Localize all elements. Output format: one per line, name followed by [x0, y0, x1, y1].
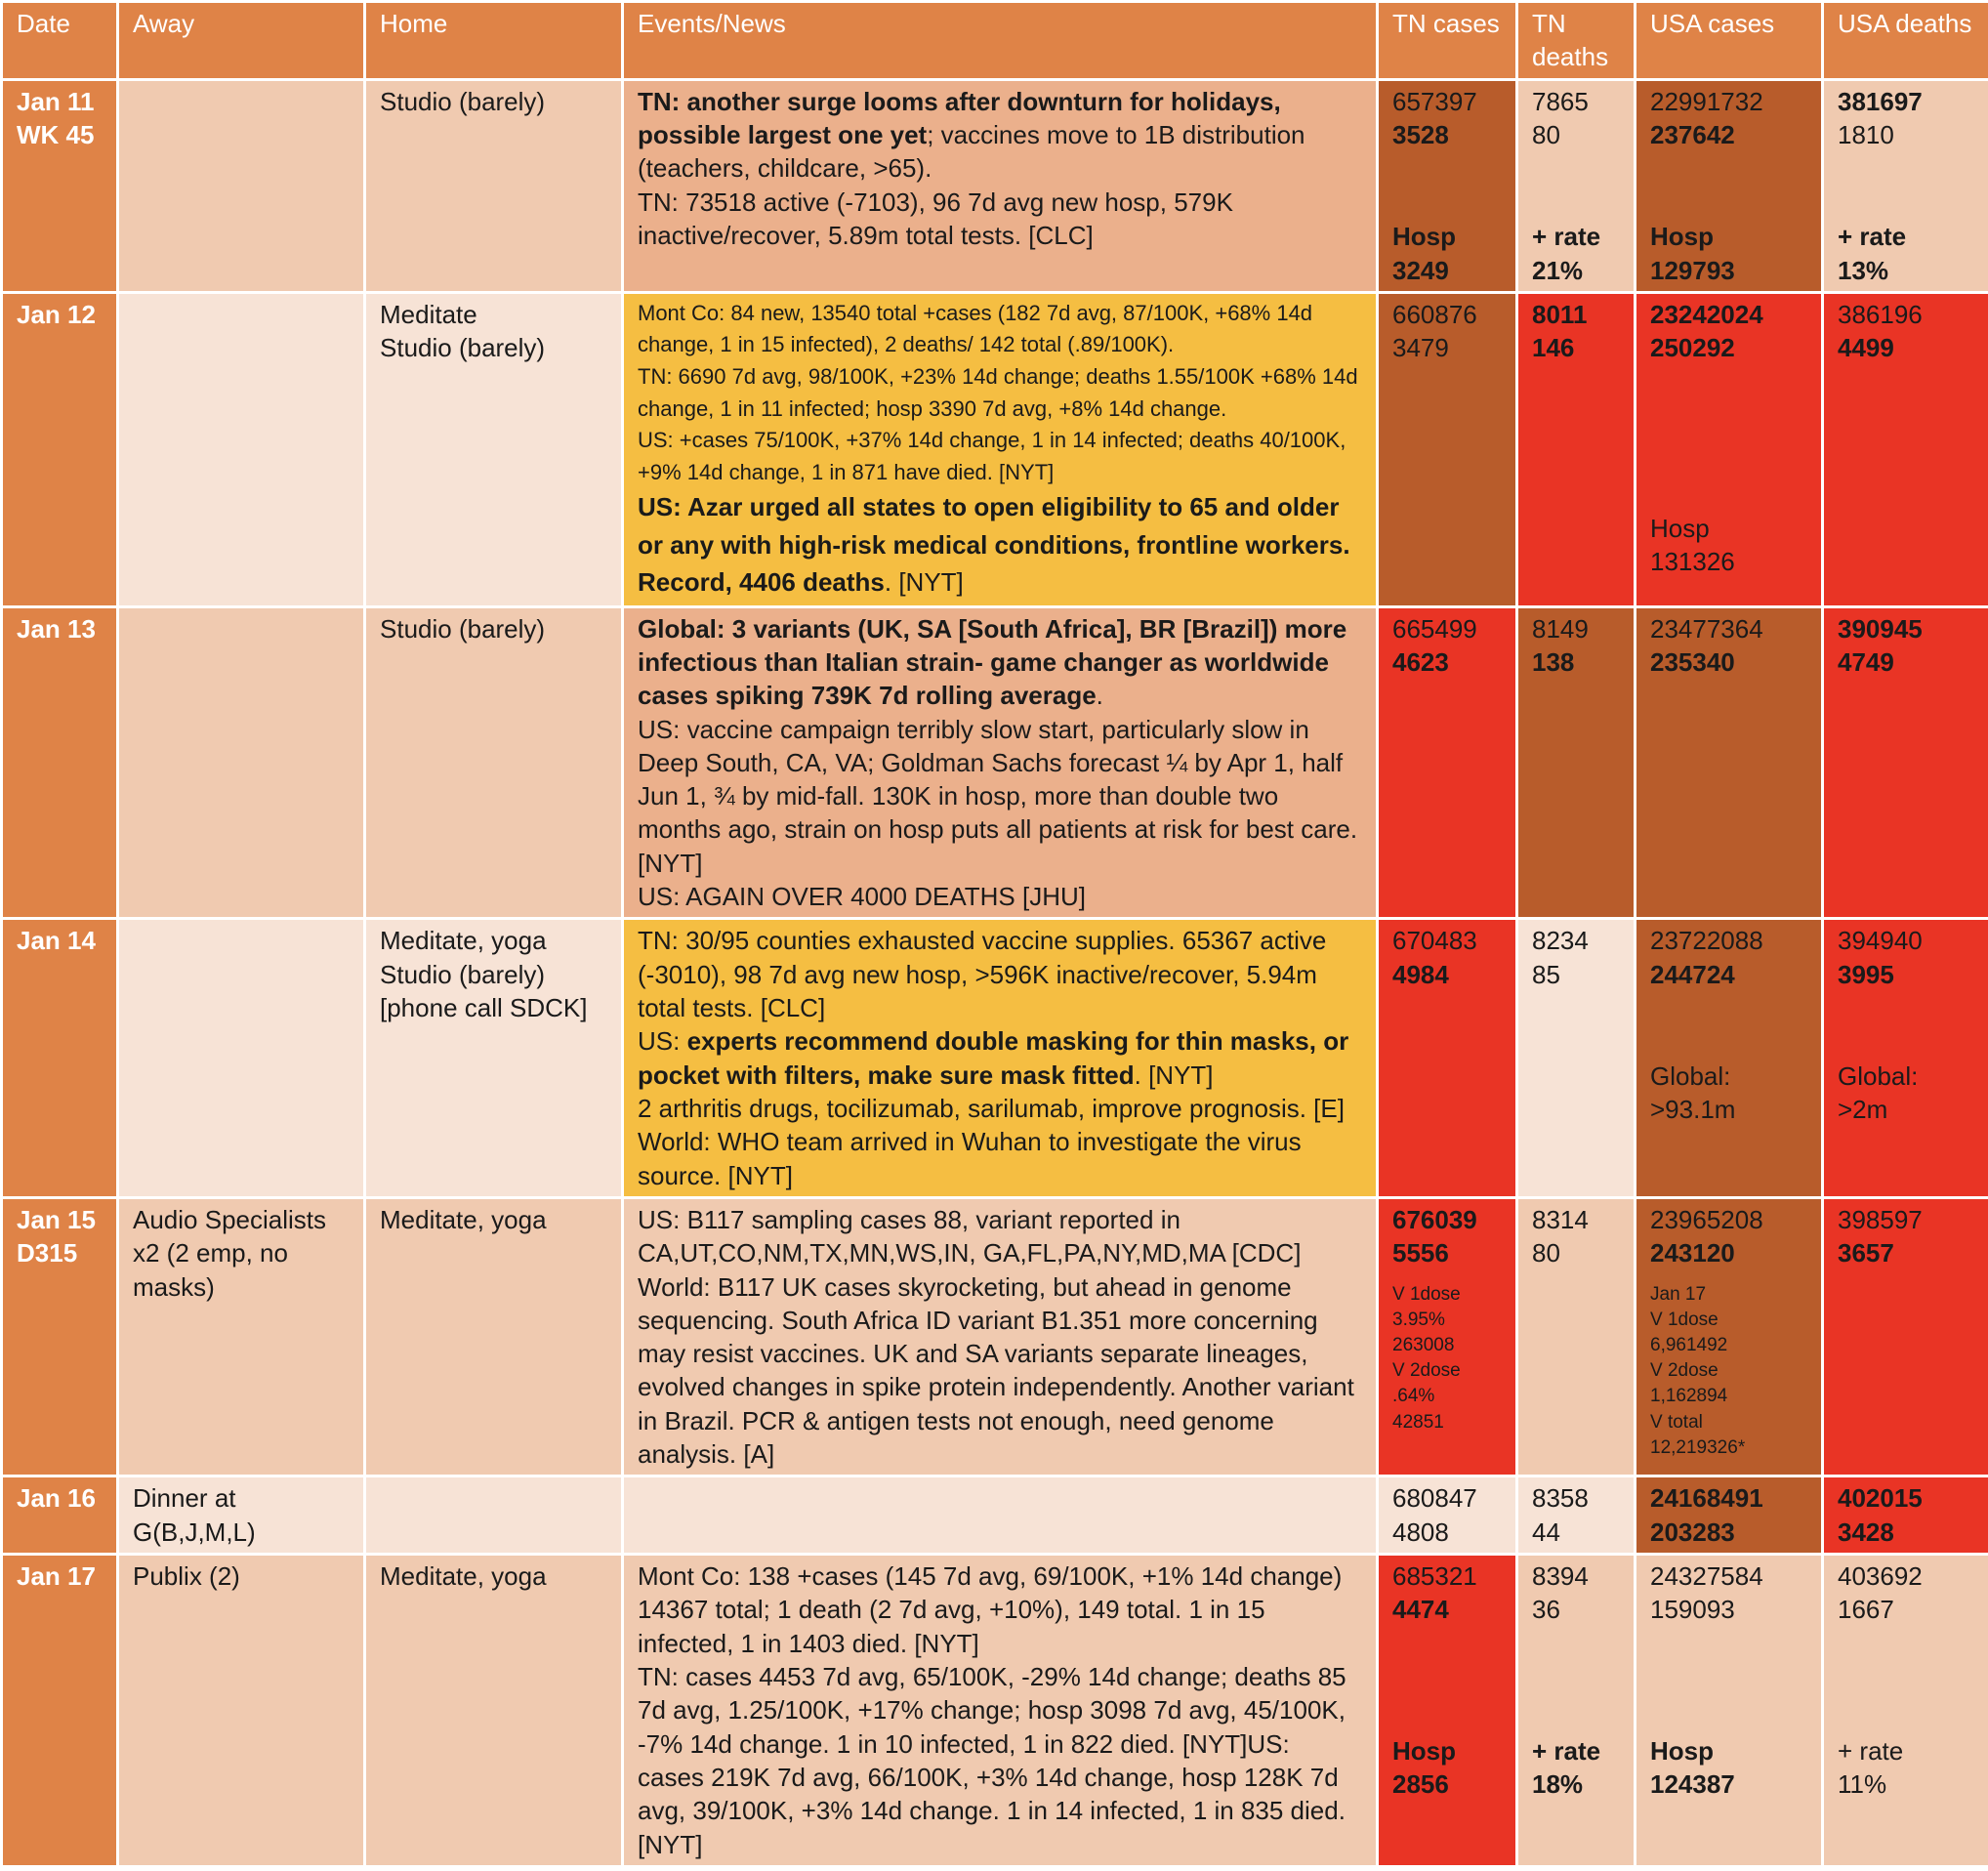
- vaccine-note-line: 3.95%: [1392, 1309, 1445, 1330]
- stat-total: 22991732: [1650, 86, 1763, 116]
- home-line: Studio (barely): [380, 613, 546, 644]
- tn-deaths-cell: [1517, 292, 1636, 606]
- usa-cases-cell: [1636, 606, 1823, 919]
- stat-new: 80: [1532, 119, 1560, 149]
- stat-total: 402015: [1838, 1483, 1923, 1514]
- stat-new: 4474: [1392, 1595, 1449, 1625]
- stat-total: 8314: [1532, 1204, 1589, 1234]
- date-cell: [2, 1197, 118, 1476]
- stat-extra-line: 18%: [1532, 1768, 1584, 1799]
- event-text: 2 arthritis drugs, tocilizumab, sarilumab, improve prognosis. [E]: [638, 1093, 1345, 1123]
- stat-extra-line: >93.1m: [1650, 1095, 1736, 1125]
- stat-extra-line: Hosp: [1650, 513, 1710, 543]
- vaccine-note-line: 263008: [1392, 1334, 1455, 1355]
- tn-cases-cell: [1378, 606, 1517, 919]
- event-text: Global: 3 variants (UK, SA [South Africa], BR [Brazil]) more infectious than Italian strain- game changer as worldwide cases spiking 739K 7d rolling average: [638, 613, 1347, 711]
- header-usa-deaths: USA deaths: [1823, 2, 1988, 80]
- stat-extra-line: 129793: [1650, 255, 1735, 285]
- stat-total: 657397: [1392, 86, 1477, 116]
- usa-deaths-cell: [1823, 79, 1988, 292]
- away-cell: [118, 1197, 365, 1476]
- stat-new: 3528: [1392, 119, 1449, 149]
- stat-extra-line: 13%: [1838, 255, 1889, 285]
- stat-new: 146: [1532, 333, 1575, 363]
- events-cell: [623, 919, 1378, 1198]
- event-text: experts recommend double masking for thin masks, or pocket with filters, make sure mask fitted: [638, 1026, 1349, 1090]
- event-text: TN: 6690 7d avg, 98/100K, +23% 14d change; deaths 1.55/100K +68% 14d change, 1 in 11 infected; hosp 3390 7d avg, +8% 14d change.: [638, 363, 1358, 421]
- date-label: D315: [17, 1238, 78, 1268]
- stat-new: 4808: [1392, 1517, 1449, 1547]
- stat-total: 8394: [1532, 1561, 1589, 1591]
- tn-deaths-cell: [1517, 1197, 1636, 1476]
- vaccine-note-line: V total: [1650, 1411, 1703, 1433]
- stat-extra-line: >2m: [1838, 1095, 1888, 1125]
- away-cell: [118, 919, 365, 1198]
- tn-cases-cell: [1378, 919, 1517, 1198]
- date-cell: [2, 292, 118, 606]
- stat-extra: [1838, 220, 1974, 287]
- tn-cases-cell: [1378, 1555, 1517, 1867]
- stat-total: 386196: [1838, 299, 1923, 329]
- event-text: TN: 73518 active (-7103), 96 7d avg new hosp, 579K inactive/recover, 5.89m total tests. [CLC]: [638, 187, 1233, 250]
- away-line: Audio Specialists: [133, 1204, 326, 1234]
- usa-deaths-cell: [1823, 1555, 1988, 1867]
- stat-new: 85: [1532, 959, 1560, 989]
- away-line: G(B,J,M,L): [133, 1517, 256, 1547]
- stat-total: 680847: [1392, 1483, 1477, 1514]
- stat-new: 44: [1532, 1517, 1560, 1547]
- date-cell: [2, 79, 118, 292]
- event-text: Mont Co: 138 +cases (145 7d avg, 69/100K, +1% 14d change) 14367 total; 1 death (2 7d avg, +10%), 149 total. 1 in 15 infected, 1 in 1403 died. [NYT]: [638, 1561, 1343, 1658]
- vaccine-note-line: V 2dose: [1650, 1360, 1719, 1382]
- date-label: Jan 17: [17, 1561, 96, 1591]
- home-cell: [365, 606, 623, 919]
- home-cell: [365, 919, 623, 1198]
- stat-total: 8234: [1532, 926, 1589, 956]
- home-cell: [365, 79, 623, 292]
- tn-deaths-cell: [1517, 79, 1636, 292]
- table-row: [2, 1197, 1988, 1476]
- tn-deaths-cell: [1517, 1555, 1636, 1867]
- away-line: masks): [133, 1271, 215, 1302]
- date-cell: [2, 919, 118, 1198]
- events-cell: [623, 292, 1378, 606]
- stat-extra-line: Hosp: [1392, 1735, 1456, 1766]
- date-label: Jan 13: [17, 613, 96, 644]
- stat-extra: [1392, 220, 1502, 287]
- events-cell: [623, 1197, 1378, 1476]
- date-cell: [2, 606, 118, 919]
- stat-total: 23722088: [1650, 926, 1763, 956]
- away-line: Publix (2): [133, 1561, 240, 1591]
- home-cell: [365, 1476, 623, 1555]
- away-cell: [118, 79, 365, 292]
- stat-total: 676039: [1392, 1204, 1477, 1234]
- table-row: [2, 606, 1988, 919]
- stat-new: 203283: [1650, 1517, 1735, 1547]
- event-text: US: B117 sampling cases 88, variant reported in CA,UT,CO,NM,TX,MN,WS,IN, GA,FL,PA,NY,MD,MA [CDC]: [638, 1204, 1302, 1268]
- tn-deaths-cell: [1517, 1476, 1636, 1555]
- date-label: WK 45: [17, 119, 95, 149]
- stat-extra-line: 3249: [1392, 255, 1449, 285]
- date-cell: [2, 1476, 118, 1555]
- header-home: Home: [365, 2, 623, 80]
- stat-new: 3479: [1392, 333, 1449, 363]
- stat-extra-line: 21%: [1532, 255, 1584, 285]
- tn-cases-cell: [1378, 79, 1517, 292]
- stat-extra-line: Hosp: [1392, 222, 1456, 252]
- event-text: . [NYT]: [884, 567, 964, 598]
- stat-total: 7865: [1532, 86, 1589, 116]
- away-cell: [118, 292, 365, 606]
- usa-deaths-cell: [1823, 1476, 1988, 1555]
- event-text: US: Azar urged all states to open eligibility to 65 and older or any with high-risk medical conditions, frontline workers. Record, 4406 deaths: [638, 492, 1350, 598]
- away-cell: [118, 1476, 365, 1555]
- vaccine-note-line: 42851: [1392, 1411, 1444, 1433]
- stat-extra: [1650, 1060, 1807, 1127]
- event-text: US: AGAIN OVER 4000 DEATHS [JHU]: [638, 882, 1086, 912]
- stat-extra: [1838, 1734, 1974, 1802]
- event-text: . [NYT]: [1134, 1060, 1214, 1090]
- date-label: Jan 15: [17, 1204, 96, 1234]
- stat-new: 1667: [1838, 1595, 1894, 1625]
- stat-extra: [1532, 220, 1620, 287]
- stat-total: 665499: [1392, 613, 1477, 644]
- vaccine-note-line: V 1dose: [1392, 1283, 1461, 1305]
- date-label: Jan 12: [17, 299, 96, 329]
- vaccine-note-line: 12,219326*: [1650, 1436, 1746, 1458]
- usa-deaths-cell: [1823, 1197, 1988, 1476]
- header-events: Events/News: [623, 2, 1378, 80]
- stat-new: 159093: [1650, 1595, 1735, 1625]
- table-row: [2, 1476, 1988, 1555]
- home-line: Meditate, yoga: [380, 926, 547, 956]
- home-line: Meditate, yoga: [380, 1561, 547, 1591]
- stat-total: 670483: [1392, 926, 1477, 956]
- stat-extra-line: 131326: [1650, 546, 1735, 576]
- stat-extra-line: 124387: [1650, 1768, 1735, 1799]
- stat-extra: [1838, 1060, 1974, 1127]
- stat-total: 685321: [1392, 1561, 1477, 1591]
- stat-new: 243120: [1650, 1238, 1735, 1268]
- usa-cases-cell: [1636, 79, 1823, 292]
- tn-cases-cell: [1378, 1197, 1517, 1476]
- header-tn-deaths: TN deaths: [1517, 2, 1636, 80]
- header-row: [2, 2, 1988, 80]
- usa-deaths-cell: [1823, 292, 1988, 606]
- stat-extra: [1532, 1734, 1620, 1802]
- away-line: x2 (2 emp, no: [133, 1238, 288, 1268]
- stat-new: 4499: [1838, 333, 1894, 363]
- away-cell: [118, 606, 365, 919]
- home-cell: [365, 292, 623, 606]
- home-line: Studio (barely): [380, 333, 546, 363]
- stat-extra-line: + rate: [1532, 222, 1601, 252]
- date-cell: [2, 1555, 118, 1867]
- usa-cases-cell: [1636, 1197, 1823, 1476]
- stat-new: 235340: [1650, 646, 1735, 677]
- stat-extra-line: 2856: [1392, 1768, 1449, 1799]
- stat-total: 8149: [1532, 613, 1589, 644]
- stat-total: 398597: [1838, 1204, 1923, 1234]
- vaccine-note-line: V 2dose: [1392, 1360, 1461, 1382]
- tn-deaths-cell: [1517, 919, 1636, 1198]
- event-text: TN: 30/95 counties exhausted vaccine supplies. 65367 active (-3010), 98 7d avg new hosp, >596K inactive/recover, 5.94m total tests. [CLC]: [638, 926, 1327, 1022]
- vaccine-note-line: Jan 17: [1650, 1283, 1707, 1305]
- event-text: World: WHO team arrived in Wuhan to investigate the virus source. [NYT]: [638, 1127, 1302, 1190]
- stat-new: 5556: [1392, 1238, 1449, 1268]
- vaccine-note-line: V 1dose: [1650, 1309, 1719, 1330]
- home-line: Studio (barely): [380, 86, 546, 116]
- usa-cases-cell: [1636, 1555, 1823, 1867]
- away-cell: [118, 1555, 365, 1867]
- date-label: Jan 14: [17, 926, 96, 956]
- stat-total: 23477364: [1650, 613, 1763, 644]
- stat-total: 24327584: [1650, 1561, 1763, 1591]
- stat-extra: [1650, 512, 1807, 579]
- stat-total: 403692: [1838, 1561, 1923, 1591]
- stat-extra-line: Global:: [1838, 1061, 1919, 1091]
- tn-deaths-cell: [1517, 606, 1636, 919]
- event-text: TN: cases 4453 7d avg, 65/100K, -29% 14d change; deaths 85 7d avg, 1.25/100K, +17% change; hosp 3098 7d avg, 45/100K, -7% 14d change. 1 in 10 infected, 1 in 822 died. [NYT]US: cases 219K 7d avg, 66/100K, +3% 14d change, hosp 128K 7d avg, 39/100K, +3% 14d change. 1 in 14 infected, 1 in 835 died. [NYT]: [638, 1661, 1346, 1859]
- stat-extra-line: 11%: [1838, 1768, 1887, 1799]
- events-cell: [623, 1555, 1378, 1867]
- header-away: Away: [118, 2, 365, 80]
- home-cell: [365, 1555, 623, 1867]
- stat-extra-line: Hosp: [1650, 222, 1714, 252]
- usa-deaths-cell: [1823, 606, 1988, 919]
- events-cell: [623, 1476, 1378, 1555]
- stat-extra: [1650, 220, 1807, 287]
- stat-new: 4984: [1392, 959, 1449, 989]
- stat-total: 390945: [1838, 613, 1923, 644]
- event-text: US: vaccine campaign terribly slow start, particularly slow in Deep South, CA, VA; Goldman Sachs forecast ¼ by Apr 1, half Jun 1, ¾ by mid-fall. 130K in hosp, more than double two months ago, strain on hosp puts all patients at risk for best care. [NYT]: [638, 714, 1358, 878]
- event-text: US:: [638, 1026, 687, 1057]
- stat-new: 138: [1532, 646, 1575, 677]
- home-line: Meditate: [380, 299, 477, 329]
- stat-new: 80: [1532, 1238, 1560, 1268]
- vaccine-note-line: .64%: [1392, 1386, 1435, 1407]
- stat-total: 660876: [1392, 299, 1477, 329]
- vaccine-note-line: 1,162894: [1650, 1386, 1728, 1407]
- table-row: [2, 1555, 1988, 1867]
- date-label: Jan 16: [17, 1483, 96, 1514]
- stat-new: 244724: [1650, 959, 1735, 989]
- stat-new: 3428: [1838, 1517, 1894, 1547]
- event-text: .: [1096, 681, 1103, 711]
- stat-new: 250292: [1650, 333, 1735, 363]
- vaccine-note-line: 6,961492: [1650, 1334, 1728, 1355]
- stat-extra-line: + rate: [1532, 1735, 1601, 1766]
- event-text: ; vaccines move to 1B distribution (teachers, childcare, >65).: [638, 119, 1305, 184]
- events-cell: [623, 606, 1378, 919]
- stat-new: 4623: [1392, 646, 1449, 677]
- stat-new: 3657: [1838, 1238, 1894, 1268]
- away-line: Dinner at: [133, 1483, 236, 1514]
- table-row: [2, 79, 1988, 292]
- stat-total: 23242024: [1650, 299, 1763, 329]
- stat-total: 8358: [1532, 1483, 1589, 1514]
- events-cell: [623, 79, 1378, 292]
- event-text: World: B117 UK cases skyrocketing, but ahead in genome sequencing. South Africa ID variant B1.351 more concerning may resist vaccines. UK and SA variants separate lineages, evolved changes in spike protein independently. Another variant in Brazil. PCR & antigen tests not enough, need genome analysis. [A]: [638, 1271, 1354, 1470]
- home-cell: [365, 1197, 623, 1476]
- usa-cases-cell: [1636, 919, 1823, 1198]
- stat-total: 23965208: [1650, 1204, 1763, 1234]
- stat-extra-line: Global:: [1650, 1061, 1731, 1091]
- vaccine-note: [1650, 1282, 1807, 1462]
- stat-new: 4749: [1838, 646, 1894, 677]
- tn-cases-cell: [1378, 1476, 1517, 1555]
- stat-extra-line: + rate: [1838, 222, 1907, 252]
- stat-total: 381697: [1838, 86, 1923, 116]
- usa-cases-cell: [1636, 1476, 1823, 1555]
- stat-new: 1810: [1838, 119, 1894, 149]
- table-row: [2, 919, 1988, 1198]
- stat-extra-line: Hosp: [1650, 1735, 1714, 1766]
- usa-deaths-cell: [1823, 919, 1988, 1198]
- vaccine-note: [1392, 1282, 1502, 1435]
- home-line: Meditate, yoga: [380, 1204, 547, 1234]
- header-tn-cases: TN cases: [1378, 2, 1517, 80]
- home-line: Studio (barely): [380, 959, 546, 989]
- usa-cases-cell: [1636, 292, 1823, 606]
- header-usa-cases: USA cases: [1636, 2, 1823, 80]
- event-text: TN: another surge looms after downturn for holidays, possible largest one yet: [638, 86, 1281, 149]
- stat-new: 237642: [1650, 119, 1735, 149]
- event-text: Mont Co: 84 new, 13540 total +cases (182 7d avg, 87/100K, +68% 14d change, 1 in 15 infected), 2 deaths/ 142 total (.89/100K).: [638, 300, 1313, 357]
- stat-total: 8011: [1532, 299, 1588, 329]
- stat-new: 3995: [1838, 959, 1894, 989]
- stat-new: 36: [1532, 1595, 1560, 1625]
- stat-extra-line: + rate: [1838, 1735, 1904, 1766]
- header-date: Date: [2, 2, 118, 80]
- event-text: US: +cases 75/100K, +37% 14d change, 1 in 14 infected; deaths 40/100K, +9% 14d change, 1 in 871 have died. [NYT]: [638, 428, 1346, 484]
- stat-extra: [1392, 1734, 1502, 1802]
- stat-total: 394940: [1838, 926, 1923, 956]
- date-label: Jan 11: [17, 86, 95, 116]
- table-row: [2, 292, 1988, 606]
- stat-extra: [1650, 1734, 1807, 1802]
- home-line: [phone call SDCK]: [380, 993, 588, 1022]
- tn-cases-cell: [1378, 292, 1517, 606]
- stat-total: 24168491: [1650, 1483, 1763, 1514]
